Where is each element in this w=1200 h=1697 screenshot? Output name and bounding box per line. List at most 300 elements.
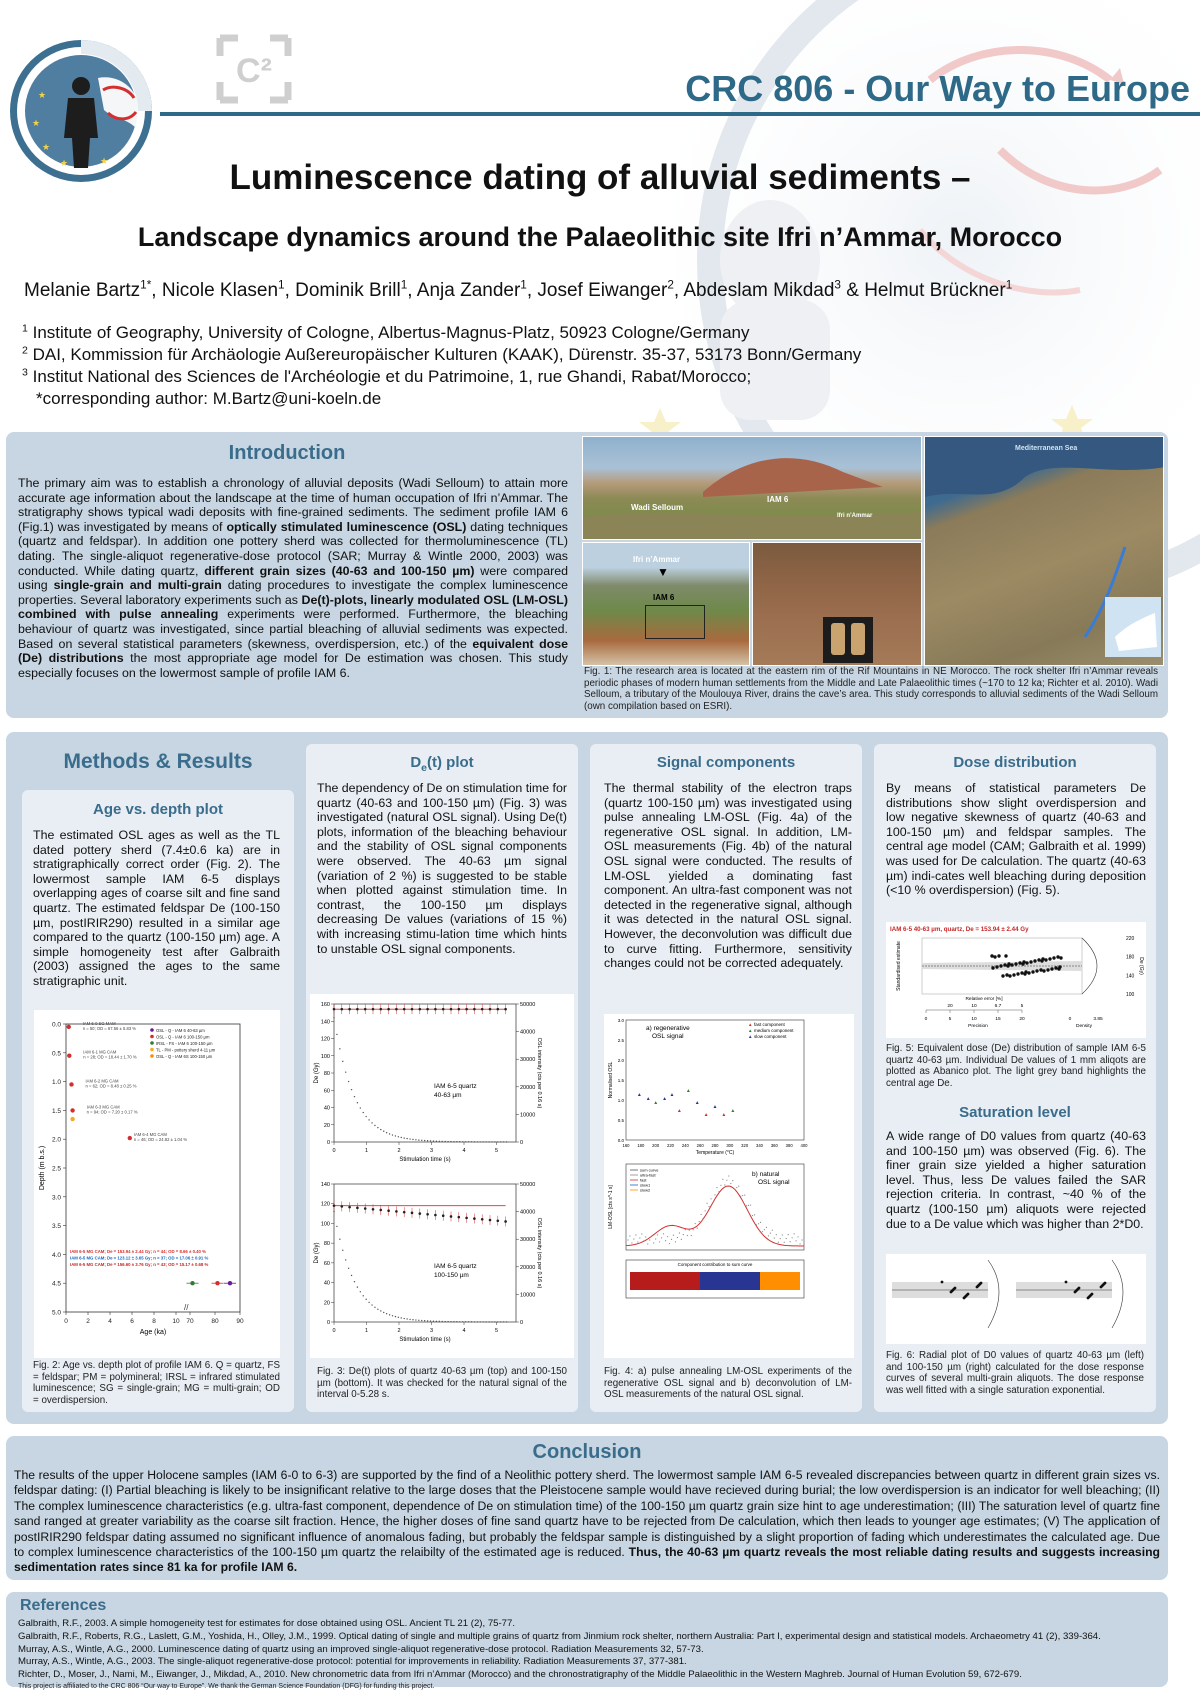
- measured-point: [625, 1243, 626, 1244]
- legend-entry: sum curve: [640, 1167, 659, 1173]
- y-tick-label: 0.5: [51, 1050, 61, 1058]
- figure-1: [582, 436, 1164, 668]
- label-iam6: IAM 6: [767, 495, 789, 504]
- measured-point: [750, 1204, 751, 1205]
- osl-decay-point: [395, 1316, 396, 1317]
- y2-tick-label: 50000: [520, 1182, 536, 1188]
- measured-point: [639, 1237, 640, 1238]
- osl-decay-point: [444, 1321, 445, 1322]
- x-tick-label: 4: [462, 1148, 466, 1154]
- de-point: [1050, 967, 1053, 970]
- de-point: [1042, 969, 1045, 972]
- de-point: [372, 1008, 375, 1011]
- saturation-heading: Saturation level: [959, 1104, 1071, 1121]
- measured-point: [679, 1232, 680, 1233]
- de-point: [1008, 974, 1011, 977]
- svg-text:C²: C²: [236, 52, 272, 90]
- component-point: ▲: [694, 1100, 700, 1106]
- de-point: [450, 1215, 453, 1218]
- author-name: Melanie Bartz: [24, 280, 141, 301]
- y2-axis-label: De (Gy): [1138, 957, 1144, 975]
- osl-decay-point: [398, 1317, 399, 1318]
- y-tick-label: 60: [323, 1088, 330, 1095]
- de-point: [356, 1008, 359, 1011]
- figure-4-lm-osl: [604, 1014, 854, 1358]
- annotation-label: IAM 6-3 MG CAM: [86, 1104, 120, 1110]
- osl-decay-point: [453, 1141, 454, 1142]
- measured-point: [720, 1185, 721, 1186]
- osl-decay-point: [456, 1141, 457, 1142]
- y2-tick-label: 10000: [520, 1292, 536, 1299]
- y-axis-label: Normalised OSL: [608, 1061, 614, 1099]
- measured-point: [649, 1239, 650, 1240]
- component-point: ▲: [669, 1092, 675, 1098]
- osl-decay-point: [339, 1048, 340, 1049]
- intro-emphasis: different grain sizes (40-63 and 100-150 µm): [204, 563, 475, 578]
- label-iam6-2: IAM 6: [653, 593, 675, 602]
- legend-marker: [150, 1048, 154, 1052]
- corresponding-author: *corresponding author: M.Bartz@uni-koeln.de: [36, 389, 382, 408]
- osl-decay-point: [371, 1304, 372, 1305]
- osl-decay-point: [497, 1141, 498, 1142]
- osl-decay-point: [351, 1275, 352, 1276]
- osl-decay-point: [354, 1281, 355, 1282]
- de-point: [1012, 973, 1015, 976]
- figure-5-caption: Fig. 5: Equivalent dose (De) distribution of sample IAM 6-5 quartz 40-63 µm. Individual De values of 1 mm aliqots are plotted as Abanico plot. The light grey band highlights the central age De.: [886, 1043, 1146, 1089]
- y2-tick-label: 220: [1126, 936, 1135, 942]
- panel-label-2: OSL signal: [652, 1033, 684, 1040]
- measured-point: [780, 1238, 781, 1239]
- measured-point: [685, 1229, 686, 1230]
- component-point: ▲: [636, 1092, 642, 1098]
- y-tick-label: 140: [320, 1182, 330, 1188]
- figure-6-caption: Fig. 6: Radial plot of D0 values of quartz 40-63 µm (left) and 100-150 µm (right) calculated for the dose response curves of several multi-grain aliquots. The dose response was well fitted with a single saturation exponential.: [886, 1350, 1144, 1396]
- osl-decay-point: [450, 1141, 451, 1142]
- measured-point: [697, 1228, 698, 1229]
- annotation-label: IAM 6-1 MG CAM: [83, 1049, 117, 1055]
- panel-label: b) natural: [752, 1171, 780, 1178]
- legend-marker: [150, 1035, 154, 1039]
- osl-decay-point: [383, 1312, 384, 1313]
- methods-heading: Methods & Results: [63, 750, 253, 773]
- reference-item: Galbraith, R.F., Roberts, R.G., Laslett, G.M., Yoshida, H., Olley, J.M., 1999. Optical dating of single and multiple grains of quartz from Jinmium rock shelter, northern Australia: Part I, experimental design and statistical models. Archaeometry 41 (2), 339-364.: [18, 1630, 1101, 1642]
- osl-decay-point: [395, 1135, 396, 1136]
- x-tick-label: 280: [711, 1143, 719, 1148]
- legend-entry: ultra-fast: [640, 1172, 656, 1178]
- de-point: [1048, 957, 1051, 960]
- osl-decay-point: [371, 1122, 372, 1123]
- de-point: [489, 1008, 492, 1011]
- de-point: [395, 1210, 398, 1213]
- de-point: [465, 1217, 468, 1220]
- x-tick-label: 5: [948, 1017, 952, 1022]
- y2-tick-label: 20000: [520, 1264, 536, 1271]
- de-point: [1052, 956, 1055, 959]
- de-point: [1027, 971, 1030, 974]
- measured-point: [758, 1223, 759, 1224]
- osl-decay-point: [404, 1137, 405, 1138]
- label-ifri-nammar-2: Ifri n’Ammar: [633, 555, 681, 564]
- y-tick-label: 4.0: [51, 1251, 61, 1259]
- x-tick-label: 1: [364, 1328, 369, 1334]
- osl-decay-point: [485, 1321, 486, 1322]
- osl-decay-point: [404, 1318, 405, 1319]
- measured-point: [669, 1243, 670, 1244]
- osl-decay-point: [380, 1310, 381, 1311]
- author-name: Helmut Brückner: [864, 280, 1006, 301]
- intro-emphasis: single-grain and multi-grain: [53, 578, 222, 593]
- annotation-label: IAM 6-0 SG MAM: [82, 1020, 116, 1026]
- figure-5-abanico-plot: [886, 922, 1146, 1038]
- measured-point: [782, 1234, 783, 1235]
- author-name: Dominik Brill: [295, 280, 401, 301]
- measured-point: [629, 1235, 630, 1236]
- affiliation-2: $^2$ DAI, Kommission für Archäologie Außereuropäischer Kulturen (KAAK), Dürenstr. 35-37, 53173 Bonn/Germany: [22, 344, 862, 364]
- osl-decay-point: [439, 1141, 440, 1142]
- osl-decay-point: [363, 1112, 364, 1113]
- measured-point: [795, 1240, 796, 1241]
- x-axis-label: Temperature (°C): [695, 1150, 735, 1156]
- measured-point: [760, 1222, 761, 1223]
- data-point: [190, 1281, 194, 1285]
- iam65-result: IAM 6-5 MG CAM; De = 123.12 ± 3.65 Gy; n = 37; OD = 17.06 ± 0.91 %: [70, 1255, 209, 1261]
- saturation-text: A wide range of D0 values from quartz (40-63 and 100-150 µm) was observed (Fig. 6). The finer grain size yielded a higher saturation level. Thus, less De values failed the SAR rejection criteria. In contrast, ~40 % of the quartz (100-150 µm) aliquots were rejected due to a De value which was higher than 2*D0.: [886, 1129, 1146, 1231]
- de-point: [1033, 959, 1036, 962]
- osl-decay-point: [348, 1081, 349, 1082]
- measured-point: [681, 1239, 682, 1240]
- osl-decay-point: [482, 1141, 483, 1142]
- measured-point: [762, 1231, 763, 1232]
- de-point: [387, 1008, 390, 1011]
- osl-decay-point: [477, 1321, 478, 1322]
- de-point: [411, 1212, 414, 1215]
- component-point: ▲: [721, 1112, 727, 1118]
- osl-decay-point: [357, 1102, 358, 1103]
- annotation-label: IAM 6-4 MG CAM: [133, 1132, 167, 1138]
- measured-point: [657, 1234, 658, 1235]
- author-affiliation-mark: 1: [1005, 278, 1013, 292]
- panel-label: IAM 6-5 quartz: [434, 1083, 477, 1090]
- de-point: [991, 966, 994, 969]
- measured-point: [726, 1180, 727, 1181]
- de-point: [1025, 961, 1028, 964]
- de-point: [1001, 974, 1004, 977]
- de-point: [348, 1206, 351, 1209]
- plot-frame: [66, 1024, 240, 1312]
- measured-point: [645, 1236, 646, 1237]
- osl-decay-point: [465, 1141, 466, 1142]
- figure-1-caption: Fig. 1: The research area is located at the eastern rim of the Rif Mountains in NE Morocco. The rock shelter Ifri n’Ammar reveals periodic phases of modern human settlements from the Middle and Late Palaeolithic times (~170 to 12 ka; Richter et al. 2010). Wadi Selloum, a tributary of the Moulouya River, drains the cave’s area. This study corresponds to alluvial sediments of the Wadi Selloum (own compilation based on ESRI).: [584, 666, 1158, 712]
- x-tick-label: 260: [696, 1143, 704, 1148]
- header-rule: [160, 112, 1200, 116]
- osl-decay-point: [345, 1071, 346, 1072]
- measured-point: [792, 1237, 793, 1238]
- osl-decay-point: [480, 1141, 481, 1142]
- data-point: [128, 1136, 132, 1140]
- y2-axis-label: OSL intensity (cts per 0.16 s): [536, 1217, 542, 1289]
- measured-point: [653, 1242, 654, 1243]
- age-depth-heading: Age vs. depth plot: [92, 801, 223, 818]
- conclusion-heading: Conclusion: [532, 1441, 642, 1463]
- det-text: The dependency of De on stimulation time for quartz (40-63 and 100-150 µm) (Fig. 3) was investigated (natural OSL signal). Using De(t) plots, information of the bleaching behaviour and the stability of OSL signal components were observed. The 40-63 µm signal (variation of 2 %) is suggested to be stable when plotted against stimulation time. In contrast, the 100-150 µm displays decreasing De values (variations of 15 %) with increasing stimu-lation time which hints to unstable OSL signal components.: [317, 781, 568, 956]
- osl-decay-point: [453, 1321, 454, 1322]
- de-point: [993, 955, 996, 958]
- contribution-band-fast: [630, 1272, 700, 1290]
- annotation-detail: n = 28; OD = 18.44 ± 1.70 %: [83, 1054, 137, 1060]
- osl-decay-point: [427, 1140, 428, 1141]
- measured-point: [722, 1179, 723, 1180]
- de-point: [995, 965, 998, 968]
- signal-heading: Signal components: [656, 754, 796, 771]
- project-title: CRC 806 - Our Way to Europe: [685, 68, 1190, 109]
- measured-point: [665, 1240, 666, 1241]
- data-point: [228, 1281, 232, 1285]
- osl-decay-point: [424, 1320, 425, 1321]
- osl-decay-point: [365, 1116, 366, 1117]
- measured-point: [705, 1210, 706, 1211]
- photo-rock-shelter: [582, 542, 750, 666]
- osl-decay-point: [360, 1107, 361, 1108]
- label-ifri-nammar: Ifri n’Ammar: [837, 513, 873, 519]
- osl-decay-point: [368, 1302, 369, 1303]
- x2-tick-label: 5: [1020, 1004, 1024, 1009]
- c2-logo: [216, 34, 292, 104]
- de-point: [403, 1008, 406, 1011]
- de-point: [364, 1207, 367, 1210]
- legend-marker: ▲: [748, 1028, 753, 1033]
- osl-decay-point: [503, 1141, 504, 1142]
- author-affiliation-mark: 1: [520, 278, 527, 292]
- y-tick-label: 2.0: [51, 1136, 61, 1144]
- svg-text:★: ★: [60, 158, 69, 168]
- osl-decay-point: [468, 1321, 469, 1322]
- y2-tick-label: 40000: [520, 1029, 536, 1036]
- y-tick-label: 40: [323, 1280, 330, 1287]
- de-point: [434, 1214, 437, 1217]
- y-tick-label: 120: [320, 1036, 330, 1043]
- affiliations: [22, 322, 1022, 410]
- photo-landscape: [582, 436, 922, 540]
- references-list: [18, 1618, 1162, 1682]
- measured-point: [799, 1243, 800, 1244]
- label-wadi-selloum: Wadi Selloum: [631, 503, 684, 512]
- osl-decay-point: [447, 1141, 448, 1142]
- de-point: [419, 1008, 422, 1011]
- data-point: [70, 1108, 74, 1112]
- component-point: ▲: [685, 1088, 691, 1094]
- measured-point: [647, 1243, 648, 1244]
- bar-label: Component contribution to sum curve: [677, 1262, 753, 1267]
- de-point: [450, 1008, 453, 1011]
- legend-entry: medium component: [754, 1028, 794, 1033]
- author-affiliation-mark: 3: [834, 278, 841, 292]
- de-point: [997, 954, 1000, 957]
- osl-decay-point: [471, 1321, 472, 1322]
- svg-text:★: ★: [32, 118, 41, 128]
- de-point: [1040, 959, 1043, 962]
- de-point: [1016, 972, 1019, 975]
- osl-decay-point: [442, 1321, 443, 1322]
- intro-text-run: were compared using: [18, 563, 568, 593]
- de-point: [442, 1214, 445, 1217]
- de-point: [1037, 958, 1040, 961]
- de-point: [333, 1008, 336, 1011]
- y-tick-label: 2.5: [51, 1165, 61, 1173]
- osl-decay-point: [500, 1321, 501, 1322]
- x-tick-label: 380: [785, 1143, 793, 1148]
- measured-point: [732, 1180, 733, 1181]
- x-tick-label: 80: [211, 1318, 219, 1325]
- x-tick-label: 1: [364, 1148, 369, 1154]
- author-affiliation-mark: 1: [400, 278, 408, 292]
- osl-decay-point: [360, 1291, 361, 1292]
- measured-point: [784, 1242, 785, 1243]
- de-point: [465, 1008, 468, 1011]
- osl-decay-point: [401, 1137, 402, 1138]
- y-tick-label: 1.0: [51, 1079, 61, 1087]
- osl-decay-point: [342, 1061, 343, 1062]
- legend-entry: IRSL - FS - IAM 6 100-150 µm: [156, 1041, 213, 1046]
- measured-point: [695, 1223, 696, 1224]
- measured-point: [742, 1195, 743, 1196]
- d0-point: [941, 1281, 944, 1284]
- measured-point: [738, 1186, 739, 1187]
- intro-emphasis: optically stimulated luminescence (OSL): [226, 519, 467, 534]
- map-northeast-morocco: [924, 436, 1164, 666]
- contribution-band-slow: [700, 1272, 760, 1290]
- de-point: [348, 1008, 351, 1011]
- osl-decay-point: [462, 1321, 463, 1322]
- figure-3-caption: Fig. 3: De(t) plots of quartz 40-63 µm (top) and 100-150 µm (bottom). It was checked for the natural signal of the interval 0-5.28 s.: [317, 1366, 567, 1401]
- down-arrow-icon: ▼: [657, 565, 669, 579]
- affiliation-1: $^1$ Institute of Geography, University of Cologne, Albertus-Magnus-Platz, 50923 Cologne/Germany: [22, 322, 750, 342]
- de-point: [497, 1219, 500, 1222]
- de-point: [1057, 967, 1060, 970]
- component-point: ▲: [676, 1108, 682, 1114]
- legend-entry: OSL - Q - IAM 6 40-63 µm: [156, 1028, 205, 1033]
- de-point: [1039, 968, 1042, 971]
- x-tick-label: 300: [726, 1143, 734, 1148]
- x-tick-label: 200: [652, 1143, 660, 1148]
- measured-point: [706, 1203, 707, 1204]
- measured-point: [714, 1194, 715, 1195]
- y2-tick-label: 30000: [520, 1057, 536, 1064]
- panel-label-2: OSL signal: [758, 1179, 790, 1186]
- measured-point: [673, 1235, 674, 1236]
- osl-decay-point: [488, 1321, 489, 1322]
- de-point: [442, 1008, 445, 1011]
- de-point: [1010, 963, 1013, 966]
- x-tick-label: 4: [108, 1318, 112, 1325]
- osl-decay-point: [380, 1129, 381, 1130]
- figure-4-caption: Fig. 4: a) pulse annealing LM-OSL experiments of the regenerative OSL signal and b) deconvolution of LM-OSL measurements of the natural OSL signal.: [604, 1366, 852, 1401]
- de-point: [497, 1008, 500, 1011]
- x2-tick-label: 6.7: [994, 1004, 1002, 1009]
- de-point: [481, 1008, 484, 1011]
- d0-point: [976, 1286, 979, 1289]
- osl-decay-point: [348, 1268, 349, 1269]
- measured-point: [746, 1205, 747, 1206]
- x-tick-label: 8: [152, 1318, 156, 1325]
- measured-point: [748, 1205, 749, 1206]
- x-tick-label: 0: [924, 1017, 928, 1022]
- y-tick-label: 140: [320, 1019, 330, 1026]
- d0-point: [963, 1297, 966, 1300]
- y-tick-label: 100: [320, 1221, 330, 1228]
- osl-decay-point: [430, 1320, 431, 1321]
- author-name: Abdeslam Mikdad: [683, 280, 835, 301]
- x-tick-label: 180: [637, 1143, 645, 1148]
- osl-decay-point: [427, 1320, 428, 1321]
- de-point: [1046, 968, 1049, 971]
- measured-point: [710, 1198, 711, 1199]
- osl-decay-point: [368, 1119, 369, 1120]
- panel-label-grain: 100-150 µm: [434, 1272, 469, 1279]
- measured-point: [699, 1221, 700, 1222]
- x-tick-label: 340: [756, 1143, 763, 1148]
- measured-point: [764, 1229, 765, 1230]
- x-axis-label: Precision: [968, 1024, 988, 1029]
- legend-entry: slow2: [640, 1187, 651, 1193]
- osl-decay-point: [342, 1250, 343, 1251]
- intro-text-run: experiments were performed. Furthermore, the bleaching behaviour of quartz was investigated, since partial bleaching of alluvial sediments was expected. Based on several statistical parameters (skewness, overdispersion, etc.) of the: [18, 607, 568, 651]
- osl-decay-point: [480, 1321, 481, 1322]
- component-point: ▲: [645, 1096, 651, 1102]
- photo-profile: [752, 542, 922, 666]
- legend-marker: [150, 1041, 154, 1045]
- y-tick-label: 5.0: [51, 1309, 61, 1317]
- osl-decay-point: [506, 1141, 507, 1142]
- osl-decay-point: [386, 1132, 387, 1133]
- de-point: [489, 1219, 492, 1222]
- component-point: ▲: [730, 1108, 736, 1114]
- osl-decay-point: [377, 1309, 378, 1310]
- de-point: [1059, 956, 1062, 959]
- figure-2-age-depth-plot: [34, 1010, 280, 1358]
- y-tick-label: 60: [323, 1260, 330, 1267]
- y2-tick-label: 50000: [520, 1002, 536, 1008]
- figure-3-det-plots: [310, 994, 574, 1358]
- osl-decay-point: [415, 1139, 416, 1140]
- x2-tick-label: 20: [947, 1004, 953, 1009]
- osl-decay-point: [477, 1141, 478, 1142]
- author-name: Nicole Klasen: [161, 280, 279, 301]
- de-point: [473, 1217, 476, 1220]
- osl-decay-point: [471, 1141, 472, 1142]
- legend-entry: slow component: [754, 1034, 787, 1039]
- age-depth-text: The estimated OSL ages as well as the TL dated pottery sherd (7.4±0.6 ka) are in stratigraphically correct order (Fig. 2). The lowermost sample IAM 6-5 displays overlapping ages of coarse silt and fine sand quartz. The estimated feldspar De (100-150 µm, postIRIR290) resulted in a similar age compared to the quartz (100-150 µm) age. A simple homogeneity test after Galbraith (2003) assigned the ages to the same stratigraphic unit.: [33, 828, 280, 988]
- y2-tick-label: 20000: [520, 1084, 536, 1091]
- y-tick-label: 0.0: [51, 1021, 61, 1029]
- measured-point: [772, 1230, 773, 1231]
- legend-entry: OSL - Q - IAM 6S 100-150 µm: [156, 1054, 213, 1059]
- measured-point: [637, 1241, 638, 1242]
- measured-point: [776, 1234, 777, 1235]
- reference-item: Murray, A.S., Wintle, A.G., 2000. Luminescence dating of quartz using an improved single-aliquot regenerative-dose protocol. Radiation Measurements 32, 57-73.: [18, 1643, 704, 1655]
- legend-entry: OSL - Q - IAM 6 100-150 µm: [156, 1034, 210, 1040]
- osl-decay-point: [491, 1141, 492, 1142]
- osl-decay-point: [386, 1313, 387, 1314]
- y-tick-label: 2.0: [617, 1058, 624, 1063]
- legend-entry: fast component: [754, 1022, 785, 1027]
- measured-point: [736, 1187, 737, 1188]
- osl-decay-point: [377, 1127, 378, 1128]
- x-tick-label: 2: [397, 1148, 401, 1154]
- measured-point: [635, 1234, 636, 1235]
- component-point: ▲: [703, 1112, 709, 1118]
- y-tick-label: 1.5: [51, 1107, 61, 1115]
- measured-point: [641, 1233, 642, 1234]
